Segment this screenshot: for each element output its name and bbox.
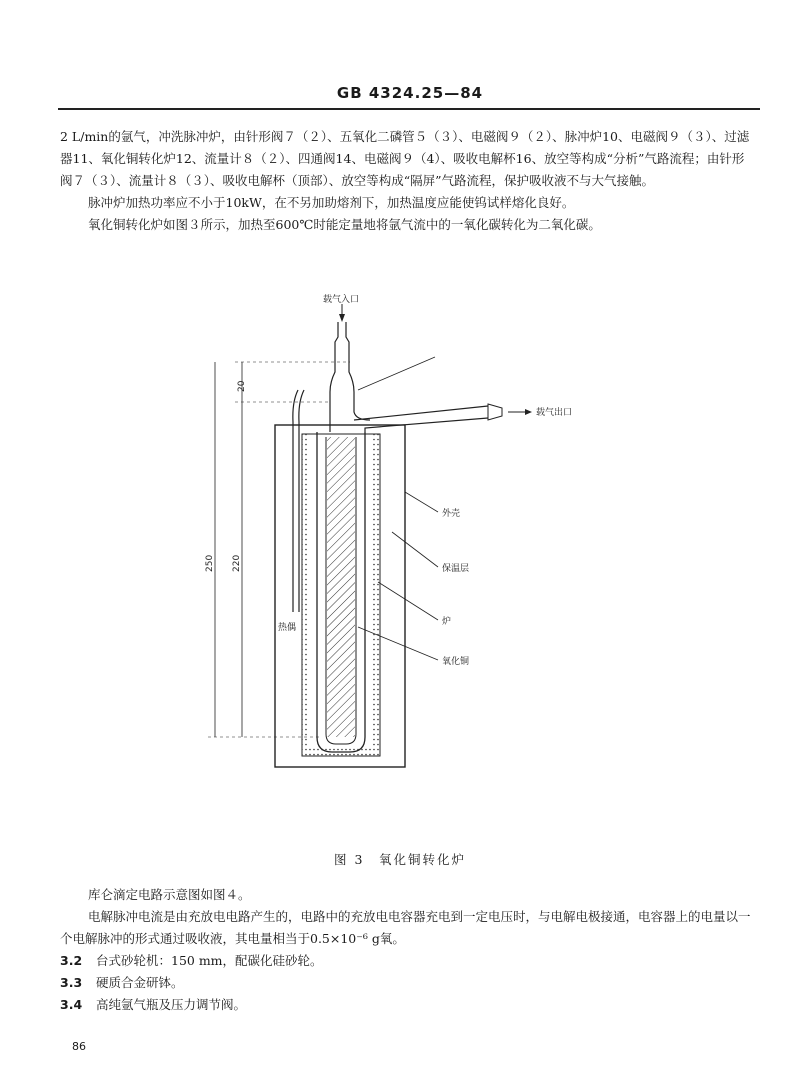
item-text: 高纯氩气瓶及压力调节阀。 — [96, 997, 247, 1012]
list-item — [60, 994, 754, 1016]
cuo-packing — [327, 437, 355, 737]
furnace-dots-right — [373, 434, 380, 756]
outlet-label: 载气出口 — [536, 408, 573, 418]
leader-cuo — [358, 627, 438, 660]
inlet-label: 载气入口 — [323, 295, 360, 305]
figure-cuo-furnace — [180, 282, 620, 812]
thermocouple-wire-1 — [293, 390, 298, 612]
paragraph-pulse-furnace: 脉冲炉加热功率应不小于10kW，在不另加助熔剂下，加热温度应能使钨试样熔化良好。 — [88, 195, 575, 210]
inlet-arrowhead — [339, 314, 345, 322]
outlet-nozzle — [488, 404, 502, 420]
shell-label: 外壳 — [442, 509, 461, 519]
item-number: 3.4 — [60, 997, 83, 1012]
inlet-neck-left — [330, 322, 338, 432]
list-item — [60, 950, 754, 972]
furnace-dots-left — [302, 434, 309, 756]
paragraph-cuo-furnace: 氧化铜转化炉如图３所示，加热至600℃时能定量地将氩气流中的一氧化碳转化为二氧化碳。 — [88, 217, 601, 232]
insulation-label: 保温层 — [442, 564, 470, 574]
header-rule — [58, 108, 760, 110]
cuo-label: 氧化铜 — [442, 657, 470, 667]
outlet-tube-top — [354, 406, 488, 420]
dim-220-label: 220 — [232, 554, 242, 572]
item-text: 硬质合金研钵。 — [96, 975, 184, 990]
furnace-diagram — [180, 282, 620, 812]
page-number: 86 — [72, 1040, 86, 1053]
item-text: 台式砂轮机：150 mm，配碳化硅砂轮。 — [96, 953, 323, 968]
page-header: GB 4324.25—84 — [336, 84, 484, 102]
leader-shell — [405, 492, 438, 512]
lower-text — [60, 884, 754, 1016]
dim-20-label: 20 — [237, 380, 247, 392]
furnace-label: 炉 — [442, 617, 452, 627]
leader-insulation — [392, 532, 438, 567]
leader-furnace — [378, 582, 438, 620]
paragraph-pulse-current: 电解脉冲电流是由充放电电路产生的，电路中的充放电电容器充电到一定电压时，与电解电极接通，电容器上的电量以一个电解脉冲的形式通过吸收液，其电量相当于0.5×10⁻⁶ g氧。 — [60, 909, 751, 946]
paragraph-gas-flow: 2 L/min的氩气，冲洗脉冲炉，由针形阀７（２）、五氧化二磷管５（３）、电磁阀９（２）、脉冲炉10、电磁阀９（３）、过滤器11、氧化铜转化炉12、流量计８（２）、四通阀14、电磁阀９（4）、吸收电解杯16、放空等构成“分析”气路流程；由针形阀７（３）、流量计８（３）、吸收电解杯（顶部）、放空等构成“隔屏”气路流程，保护吸收液不与大气接触。 — [60, 129, 750, 188]
leader-outlet-tube — [358, 357, 435, 390]
dim-250-label: 250 — [205, 554, 215, 572]
outlet-arrowhead — [525, 409, 532, 415]
item-number: 3.2 — [60, 953, 83, 968]
list-item — [60, 972, 754, 994]
item-number: 3.3 — [60, 975, 83, 990]
figure-caption: 图 3 氧化铜转化炉 — [334, 852, 466, 867]
inlet-neck-right — [346, 322, 370, 420]
thermocouple-label: 热偶 — [278, 623, 297, 633]
body-text — [60, 126, 754, 236]
paragraph-coulomb-circuit: 库仑滴定电路示意图如图４。 — [88, 887, 251, 902]
